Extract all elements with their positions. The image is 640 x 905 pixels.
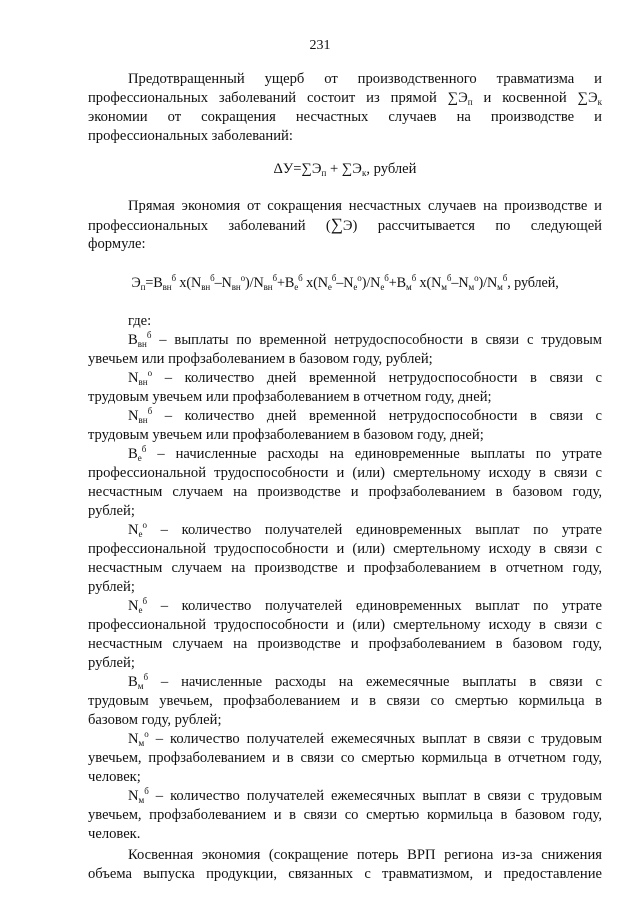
def-8-line-1: $N_м^о$ – количество получателей ежемесячных выплат в связи с трудовым [128,729,602,748]
def-6-line-3: несчастным случаем на производстве и профзаболеванием в базовом году, [88,636,602,652]
def-2-line-1: $N_{вн}^о$ – количество дней временной нетрудоспособности в связи с [128,368,602,387]
direct-line-3: формуле: [88,236,146,252]
intro-line-1: Предотвращенный ущерб от производственного травматизма и [128,71,602,87]
def-3-line-1: $N_{вн}^б$ – количество дней временной нетрудоспособности в связи с [128,406,602,425]
where-label: где: [128,313,152,329]
indirect-line-1: Косвенная экономия (сокращение потерь ВРП региона из-за снижения [128,847,602,863]
def-2-line-2: трудовым увечьем или профзаболеванием в отчетном году, дней; [88,389,492,405]
def-5-line-1: $N_е^о$ – количество получателей единовременных выплат по утрате [128,520,602,539]
def-8-line-3: человек; [88,769,141,785]
def-3-line-2: трудовым увечьем или профзаболеванием в базовом году, дней; [88,427,484,443]
formula-direct: $Э_п=В_{вн}^б$ $х(N_{вн}^б-N_{вн}^о)/N_{вн}^б+В_е^б$ $х(N_е^б-N_е^о)/N_е^б+В_м^б$ $х(N_м^б-N_м^о)/N_м^б$, рублей, [131,273,559,292]
def-9-line-1: $N_м^б$ – количество получателей ежемесячных выплат в связи с трудовым [128,786,602,805]
indirect-line-2: объема выпуска продукции, связанных с травматизмом, и предоставление [88,866,602,882]
def-6-line-4: рублей; [88,655,135,671]
def-7-line-3: базовом году, рублей; [88,712,222,728]
def-7-line-1: $В_м^б$ – начисленные расходы на ежемесячные выплаты в связи с [128,672,602,691]
intro-line-4: профессиональных заболеваний: [88,128,293,144]
def-4-line-4: рублей; [88,503,135,519]
def-8-line-2: увечьем, профзаболеванием и в связи со смертью кормильца в отчетном году, [88,750,602,766]
intro-line-3: экономии от сокращения несчастных случаев на производстве и [88,109,602,125]
def-1-line-2: увечьем или профзаболеванием в базовом году, рублей; [88,351,433,367]
def-9-line-2: увечьем, профзаболеванием и в связи со смертью кормильца в базовом году, [88,807,602,823]
def-7-line-2: трудовым увечьем, профзаболеванием и в связи со смертью кормильца в [88,693,602,709]
def-1-line-1: $В_{вн}^б$ – выплаты по временной нетрудоспособности в связи с трудовым [128,330,602,349]
def-5-line-2: профессиональной трудоспособности и (или) смертельному исходу в связи с [88,541,602,557]
formula-total: $\Delta У=\sum Э_п + \sum Э_к$, рублей [273,161,417,178]
direct-line-2: профессиональных заболеваний (∑Э) рассчитывается по следующей [88,215,602,234]
page-number: 231 [309,38,331,53]
intro-line-2: профессиональных заболеваний состоит из прямой $\sum Э_п$ и косвенной $\sum Э_к$ [88,90,603,107]
def-5-line-4: рублей; [88,579,135,595]
def-4-line-1: $В_е^б$ – начисленные расходы на единовременные выплаты по утрате [128,444,602,463]
def-9-line-3: человек. [88,826,141,842]
def-6-line-1: $N_е^б$ – количество получателей единовременных выплат по утрате [128,596,602,615]
def-4-line-2: профессиональной трудоспособности и (или) смертельному исходу в связи с [88,465,602,481]
direct-line-1: Прямая экономия от сокращения несчастных случаев на производстве и [128,198,602,214]
def-5-line-3: несчастным случаем на производстве и профзаболеванием в отчетном году, [88,560,602,576]
def-4-line-3: несчастным случаем на производстве и профзаболеванием в базовом году, [88,484,602,500]
def-6-line-2: профессиональной трудоспособности и (или) смертельному исходу в связи с [88,617,602,633]
